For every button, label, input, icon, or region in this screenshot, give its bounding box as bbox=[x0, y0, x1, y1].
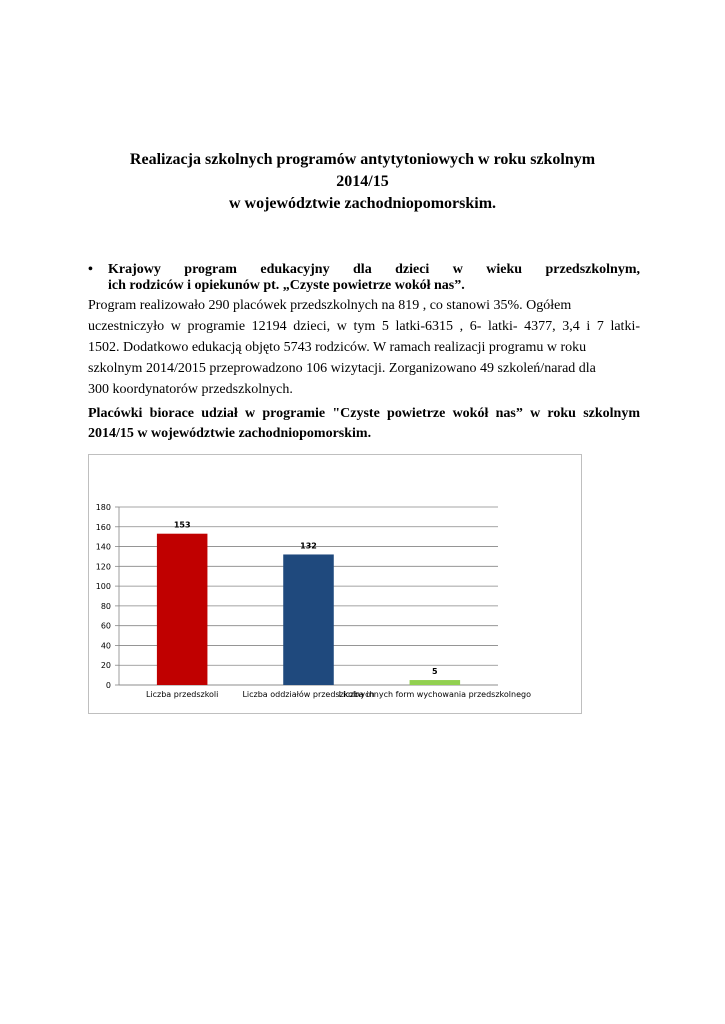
paragraph-line-3: 1502. Dodatkowo edukacją objęto 5743 rodziców. W ramach realizacji programu w roku bbox=[88, 340, 587, 355]
y-tick-label: 20 bbox=[100, 661, 111, 671]
paragraph-line-4: szkolnym 2014/2015 przeprowadzono 106 wizytacji. Zorganizowano 49 szkoleń/narad dla bbox=[88, 361, 596, 376]
y-tick-label: 100 bbox=[95, 582, 111, 592]
program-description bbox=[88, 295, 640, 400]
bar bbox=[157, 534, 208, 685]
data-label: 5 bbox=[432, 667, 438, 677]
caption-line-2: 2014/15 w województwie zachodniopomorskim. bbox=[88, 426, 372, 441]
document-title bbox=[60, 149, 665, 215]
y-tick-label: 160 bbox=[95, 522, 111, 532]
bar bbox=[283, 554, 334, 685]
bullet-text-line-2: ich rodziców i opiekunów pt. „Czyste powietrze wokół nas”. bbox=[108, 278, 465, 293]
y-tick-label: 120 bbox=[95, 562, 111, 572]
chart-caption bbox=[88, 404, 640, 444]
data-label: 153 bbox=[173, 520, 191, 530]
y-tick-label: 60 bbox=[100, 621, 111, 631]
y-tick-label: 40 bbox=[100, 641, 111, 651]
category-label: Liczba oddziałów przedszkolnych bbox=[242, 690, 375, 699]
bullet-marker: • bbox=[88, 262, 93, 277]
category-label: Liczba innych form wychowania przedszkolnego bbox=[338, 690, 531, 699]
title-line-2: 2014/15 bbox=[336, 173, 389, 190]
caption-line-1: Placówki biorace udział w programie "Czyste powietrze wokół nas” w roku szkolnym bbox=[88, 406, 640, 421]
bar bbox=[410, 680, 461, 685]
y-tick-label: 0 bbox=[105, 681, 111, 690]
title-line-3: w województwie zachodniopomorskim. bbox=[228, 195, 497, 212]
y-tick-label: 180 bbox=[95, 503, 111, 512]
category-label: Liczba przedszkoli bbox=[145, 690, 219, 699]
paragraph-line-5: 300 koordynatorów przedszkolnych. bbox=[88, 382, 293, 397]
bar-chart-frame bbox=[88, 454, 582, 714]
y-tick-label: 140 bbox=[95, 542, 111, 552]
bar-chart bbox=[89, 455, 581, 713]
title-line-1: Realizacja szkolnych programów antytytoniowych w roku szkolnym bbox=[129, 151, 596, 168]
y-tick-label: 80 bbox=[100, 601, 111, 611]
bullet-text-line-1: Krajowy program edukacyjny dla dzieci w wieku przedszkolnym, bbox=[108, 262, 640, 277]
paragraph-line-2: uczestniczyło w programie 12194 dzieci, w tym 5 latki-6315 , 6- latki- 4377, 3,4 i 7 latki- bbox=[88, 319, 640, 334]
data-label: 132 bbox=[300, 541, 317, 551]
paragraph-line-1: Program realizowało 290 placówek przedszkolnych na 819 , co stanowi 35%. Ogółem bbox=[88, 298, 572, 313]
program-bullet bbox=[88, 262, 640, 294]
